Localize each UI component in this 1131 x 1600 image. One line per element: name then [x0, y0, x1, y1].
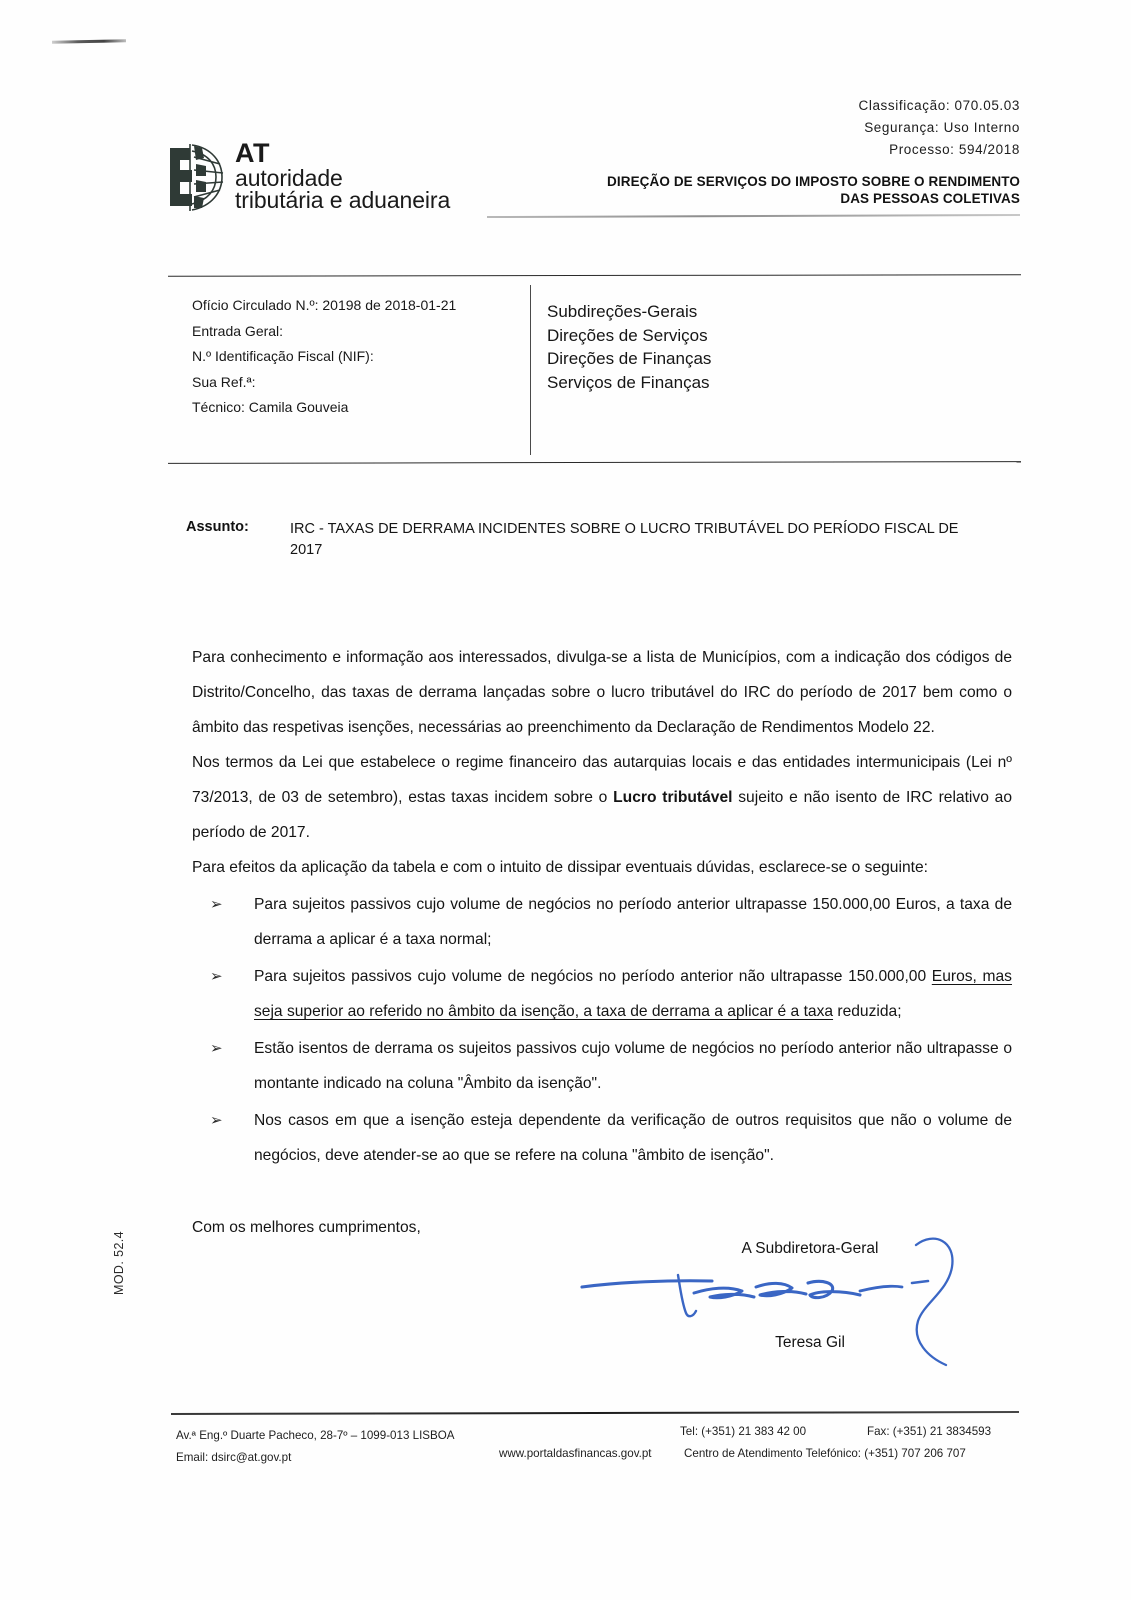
- logo-line-autoridade: autoridade: [235, 164, 343, 191]
- scan-artifact-mark: [52, 39, 126, 43]
- reference-box-top-rule: [168, 274, 1021, 276]
- recipient-item: Direções de Finanças: [547, 349, 712, 368]
- subject-text: IRC - TAXAS DE DERRAMA INCIDENTES SOBRE O LUCRO TRIBUTÁVEL DO PERÍODO FISCAL DE 2017: [290, 521, 959, 558]
- department-line-1: DIREÇÃO DE SERVIÇOS DO IMPOSTO SOBRE O RENDIMENTO: [607, 174, 1020, 189]
- department-heading: [460, 173, 1020, 207]
- at-logo-text: [235, 140, 450, 212]
- footer-address: Av.ª Eng.º Duarte Pacheco, 28-7º – 1099-013 LISBOA: [176, 1429, 455, 1442]
- process-line: Processo: 594/2018: [889, 142, 1020, 157]
- security-line: Segurança: Uso Interno: [864, 120, 1020, 135]
- footer-address-column: [176, 1425, 455, 1469]
- logo-line-at: AT: [235, 138, 270, 168]
- list-item-text: Estão isentos de derrama os sujeitos passivos cujo volume de negócios no período anterior não ultrapasse o montante indicado na coluna "Âmbito da isenção".: [254, 1040, 1012, 1092]
- logo-line-tributaria: tributária e aduaneira: [235, 186, 451, 213]
- list-item: [192, 1031, 1012, 1101]
- classification-block: [859, 95, 1021, 161]
- subject-label: Assunto:: [186, 519, 249, 535]
- oficio-circulado-field: Ofício Circulado N.º: 20198 de 2018-01-21: [192, 297, 457, 313]
- paragraph-2-emphasis: Lucro tributável: [613, 789, 733, 806]
- footer-rule: [171, 1411, 1019, 1415]
- arrow-bullet-icon: ➢: [210, 1040, 223, 1057]
- reference-box-divider: [530, 285, 531, 455]
- list-item: [192, 959, 1012, 1029]
- sua-referencia-field: Sua Ref.ª:: [192, 373, 256, 390]
- list-item-text: Para sujeitos passivos cujo volume de negócios no período anterior ultrapasse 150.000,00 Euros, a taxa de derrama a aplicar é a taxa normal;: [254, 896, 1012, 948]
- closing-line: Com os melhores cumprimentos,: [192, 1219, 421, 1236]
- arrow-bullet-icon: ➢: [210, 1112, 223, 1129]
- document-body: [192, 640, 1012, 1243]
- list-item-underlined-text: Euros, mas seja superior ao referido no âmbito da isenção, a taxa de derrama a aplicar é a taxa: [254, 968, 1012, 1020]
- paragraph-2-part-1: Nos termos da Lei que estabelece o regime financeiro das autarquias locais e das entidades intermunicipais (Lei nº 73/2013, de 03 de setembro), estas taxas incidem sobre o: [192, 754, 1012, 806]
- footer-website[interactable]: www.portaldasfinancas.gov.pt: [499, 1447, 652, 1460]
- document-header: [168, 95, 1020, 240]
- classification-line: Classificação: 070.05.03: [858, 98, 1020, 113]
- list-item: [192, 887, 1012, 957]
- recipient-item: Serviços de Finanças: [547, 372, 710, 392]
- list-item-text: Nos casos em que a isenção esteja dependente da verificação de outros requisitos que não o volume de negócios, deve atender-se ao que se refere na coluna "âmbito de isenção".: [254, 1112, 1012, 1164]
- form-code-vertical-label: MOD. 52.4: [112, 1230, 126, 1295]
- footer-call-center: Centro de Atendimento Telefónico: (+351) 707 206 707: [684, 1447, 966, 1460]
- signatory-title: A Subdiretora-Geral: [741, 1240, 879, 1257]
- arrow-bullet-icon: ➢: [210, 896, 223, 913]
- bullet-list: [192, 887, 1012, 1173]
- recipient-item: Direções de Serviços: [547, 325, 708, 345]
- paragraph-3: Para efeitos da aplicação da tabela e com o intuito de dissipar eventuais dúvidas, esclarece-se o seguinte:: [192, 859, 928, 876]
- list-item-text-tail: reduzida;: [833, 1003, 902, 1020]
- at-logo: [168, 140, 450, 214]
- recipient-item: Subdireções-Gerais: [547, 302, 698, 321]
- reference-fields: [192, 293, 456, 421]
- list-item: [192, 1103, 1012, 1173]
- recipients-list: [547, 300, 711, 394]
- signature-block: [640, 1240, 980, 1352]
- paragraph-2: [192, 745, 1012, 850]
- footer-email: Email: dsirc@at.gov.pt: [176, 1451, 292, 1464]
- tecnico-field: Técnico: Camila Gouveia: [192, 399, 349, 415]
- nif-field: N.º Identificação Fiscal (NIF):: [192, 348, 374, 364]
- paragraph-2-part-2: sujeito e não isento de IRC relativo ao período de 2017.: [192, 789, 1013, 841]
- footer-telephone: Tel: (+351) 21 383 42 00: [680, 1425, 807, 1438]
- arrow-bullet-icon: ➢: [210, 968, 223, 985]
- at-portugal-shield-logo-icon: [168, 142, 226, 214]
- department-line-2: DAS PESSOAS COLETIVAS: [840, 191, 1020, 206]
- footer-fax: Fax: (+351) 21 3834593: [867, 1425, 992, 1438]
- document-footer: [174, 1420, 1022, 1480]
- list-item-text: Para sujeitos passivos cujo volume de negócios no período anterior não ultrapasse 150.000,00: [254, 968, 932, 985]
- paragraph-1: Para conhecimento e informação aos interessados, divulga-se a lista de Municípios, com a indicação dos códigos de Distrito/Concelho, das taxas de derrama lançadas sobre o lucro tributável do IRC do período de 2017 bem como o âmbito das respetivas isenções, necessárias ao preenchimento da Declaração de Rendimentos Modelo 22.: [192, 649, 1012, 736]
- signatory-name: Teresa Gil: [775, 1334, 845, 1351]
- entrada-geral-field: Entrada Geral:: [192, 322, 284, 339]
- reference-box-bottom-rule: [168, 461, 1021, 464]
